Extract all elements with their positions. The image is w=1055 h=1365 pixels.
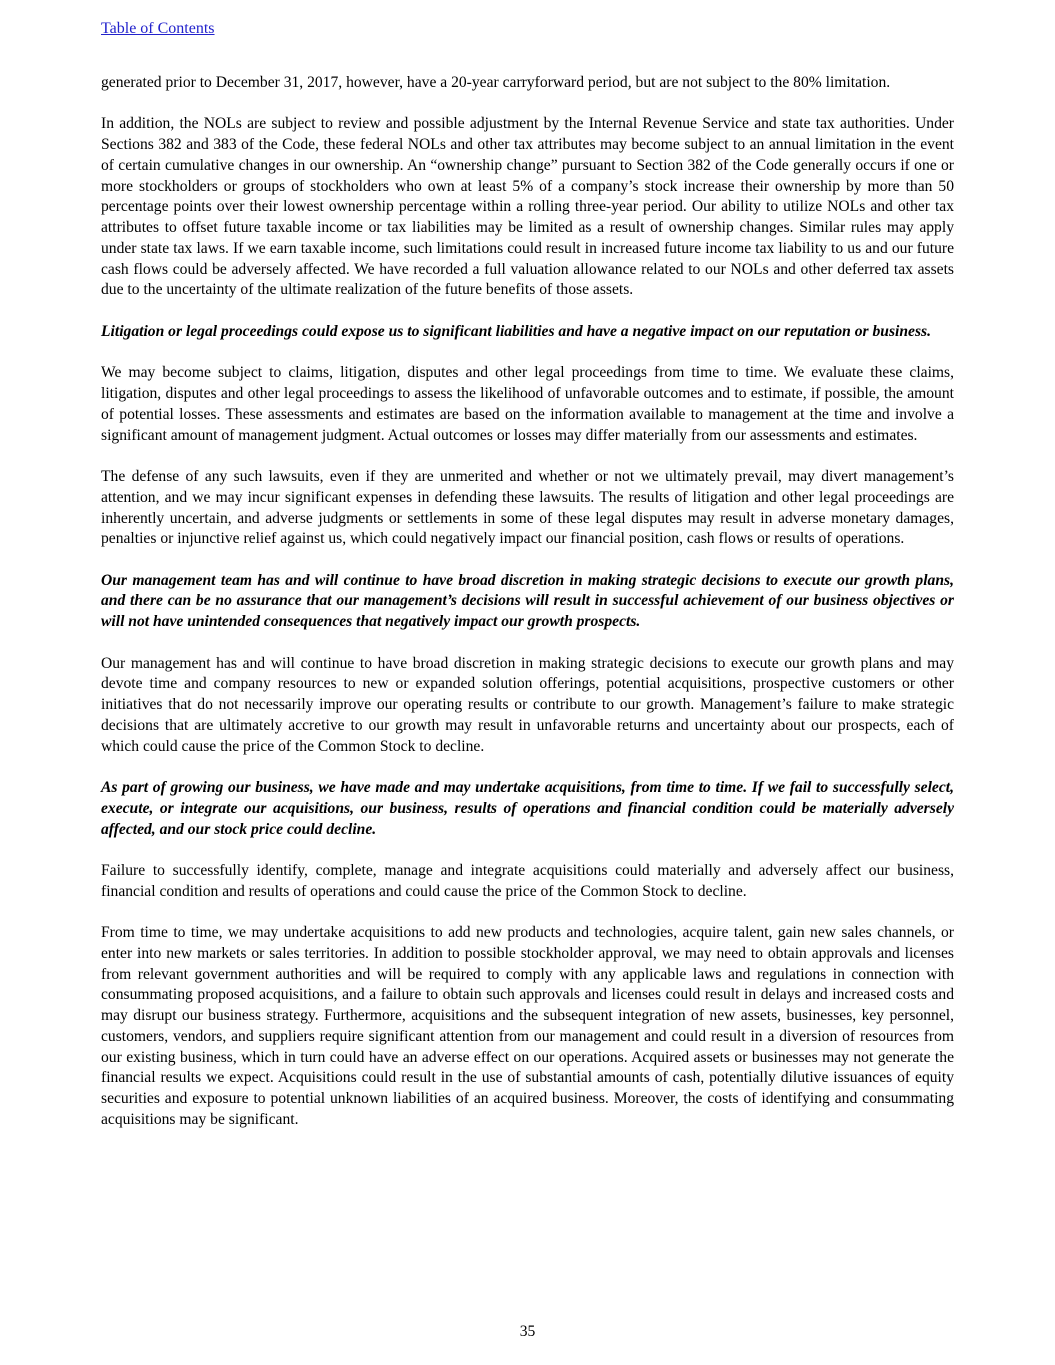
table-of-contents-link[interactable]: Table of Contents	[101, 20, 215, 37]
paragraph-litigation-defense: The defense of any such lawsuits, even if they are unmerited and whether or not we ultimately prevail, may divert management’s attention, and we may incur significant expenses in defending these lawsuits. The results of litigation and other legal proceedings are inherently uncertain, and adverse judgments or settlements in some of these legal disputes may result in adverse monetary damages, penalties or injunctive relief against us, which could negatively impact our financial position, cash flows or results of operations.	[101, 468, 954, 548]
risk-heading-acquisitions: As part of growing our business, we have made and may undertake acquisitions, from time to time. If we fail to successfully select, execute, or integrate our acquisitions, our business, results of operations and financial condition could be materially adversely affected, and our stock price could decline.	[101, 779, 954, 838]
paragraph-acquisition-details: From time to time, we may undertake acquisitions to add new products and technologies, acquire talent, gain new sales channels, or enter into new markets or sales territories. In addition to possible stockholder approval, we may need to obtain approvals and licenses from relevant government authorities and will be required to comply with any applicable laws and regulations in connection with consummating proposed acquisitions, and a failure to obtain such approvals and licenses could result in delays and increased costs and may disrupt our business strategy. Furthermore, acquisitions and the subsequent integration of new assets, businesses, key personnel, customers, vendors, and suppliers require significant attention from our management and could result in a diversion of resources from our existing business, which in turn could have an adverse effect on our operations. Acquired assets or businesses may not generate the financial results we expect. Acquisitions could result in the use of substantial amounts of cash, potentially dilutive issuances of equity securities and exposure to potential unknown liabilities of an acquired business. Moreover, the costs of identifying and consummating acquisitions may be significant.	[101, 924, 954, 1128]
paragraph-nol-limitations: In addition, the NOLs are subject to review and possible adjustment by the Internal Revenue Service and state tax authorities. Under Sections 382 and 383 of the Code, these federal NOLs and other tax attributes may become subject to an annual limitation in the event of certain cumulative changes in our ownership. An “ownership change” pursuant to Section 382 of the Code generally occurs if one or more stockholders or groups of stockholders who own at least 5% of a company’s stock increase their ownership by more than 50 percentage points over their lowest ownership percentage within a rolling three-year period. Our ability to utilize NOLs and other tax attributes to offset future taxable income or tax liabilities may be limited as a result of ownership changes. Similar rules may apply under state tax laws. If we earn taxable income, such limitations could result in increased future income tax liability to us and our future cash flows could be adversely affected. We have recorded a full valuation allowance related to our NOLs and other deferred tax assets due to the uncertainty of the ultimate realization of the future benefits of those assets.	[101, 115, 954, 299]
paragraph-litigation-claims: We may become subject to claims, litigation, disputes and other legal proceedings from time to time. We evaluate these claims, litigation, disputes and other legal proceedings to assess the likelihood of unfavorable outcomes and to estimate, if possible, the amount of potential losses. These assessments and estimates are based on the information available to management at the time and involve a significant amount of management judgment. Actual outcomes or losses may differ materially from our assessments and estimates.	[101, 364, 954, 444]
paragraph-nol-carryforward: generated prior to December 31, 2017, however, have a 20-year carryforward period, but are not subject to the 80% limitation.	[101, 74, 891, 91]
document-body	[101, 73, 954, 1151]
page-number: 35	[519, 1323, 536, 1340]
paragraph-acquisition-failure: Failure to successfully identify, complete, manage and integrate acquisitions could materially and adversely affect our business, financial condition and results of operations and could cause the price of the Common Stock to decline.	[101, 862, 954, 900]
risk-heading-management-discretion: Our management team has and will continue to have broad discretion in making strategic decisions to execute our growth plans, and there can be no assurance that our management’s decisions will result in successful achievement of our business objectives or will not have unintended consequences that negatively impact our growth prospects.	[101, 571, 954, 631]
paragraph-management-discretion: Our management has and will continue to have broad discretion in making strategic decisions to execute our growth plans and may devote time and company resources to new or expanded solution offerings, potential acquisitions, prospective customers or other initiatives that do not necessarily improve our operating results or contribute to our growth. Management’s failure to make strategic decisions that are ultimately accretive to our growth may result in unfavorable returns and uncertainty about our prospects, each of which could cause the price of the Common Stock to decline.	[101, 654, 954, 755]
risk-heading-litigation: Litigation or legal proceedings could expose us to significant liabilities and have a negative impact on our reputation or business.	[101, 322, 931, 340]
